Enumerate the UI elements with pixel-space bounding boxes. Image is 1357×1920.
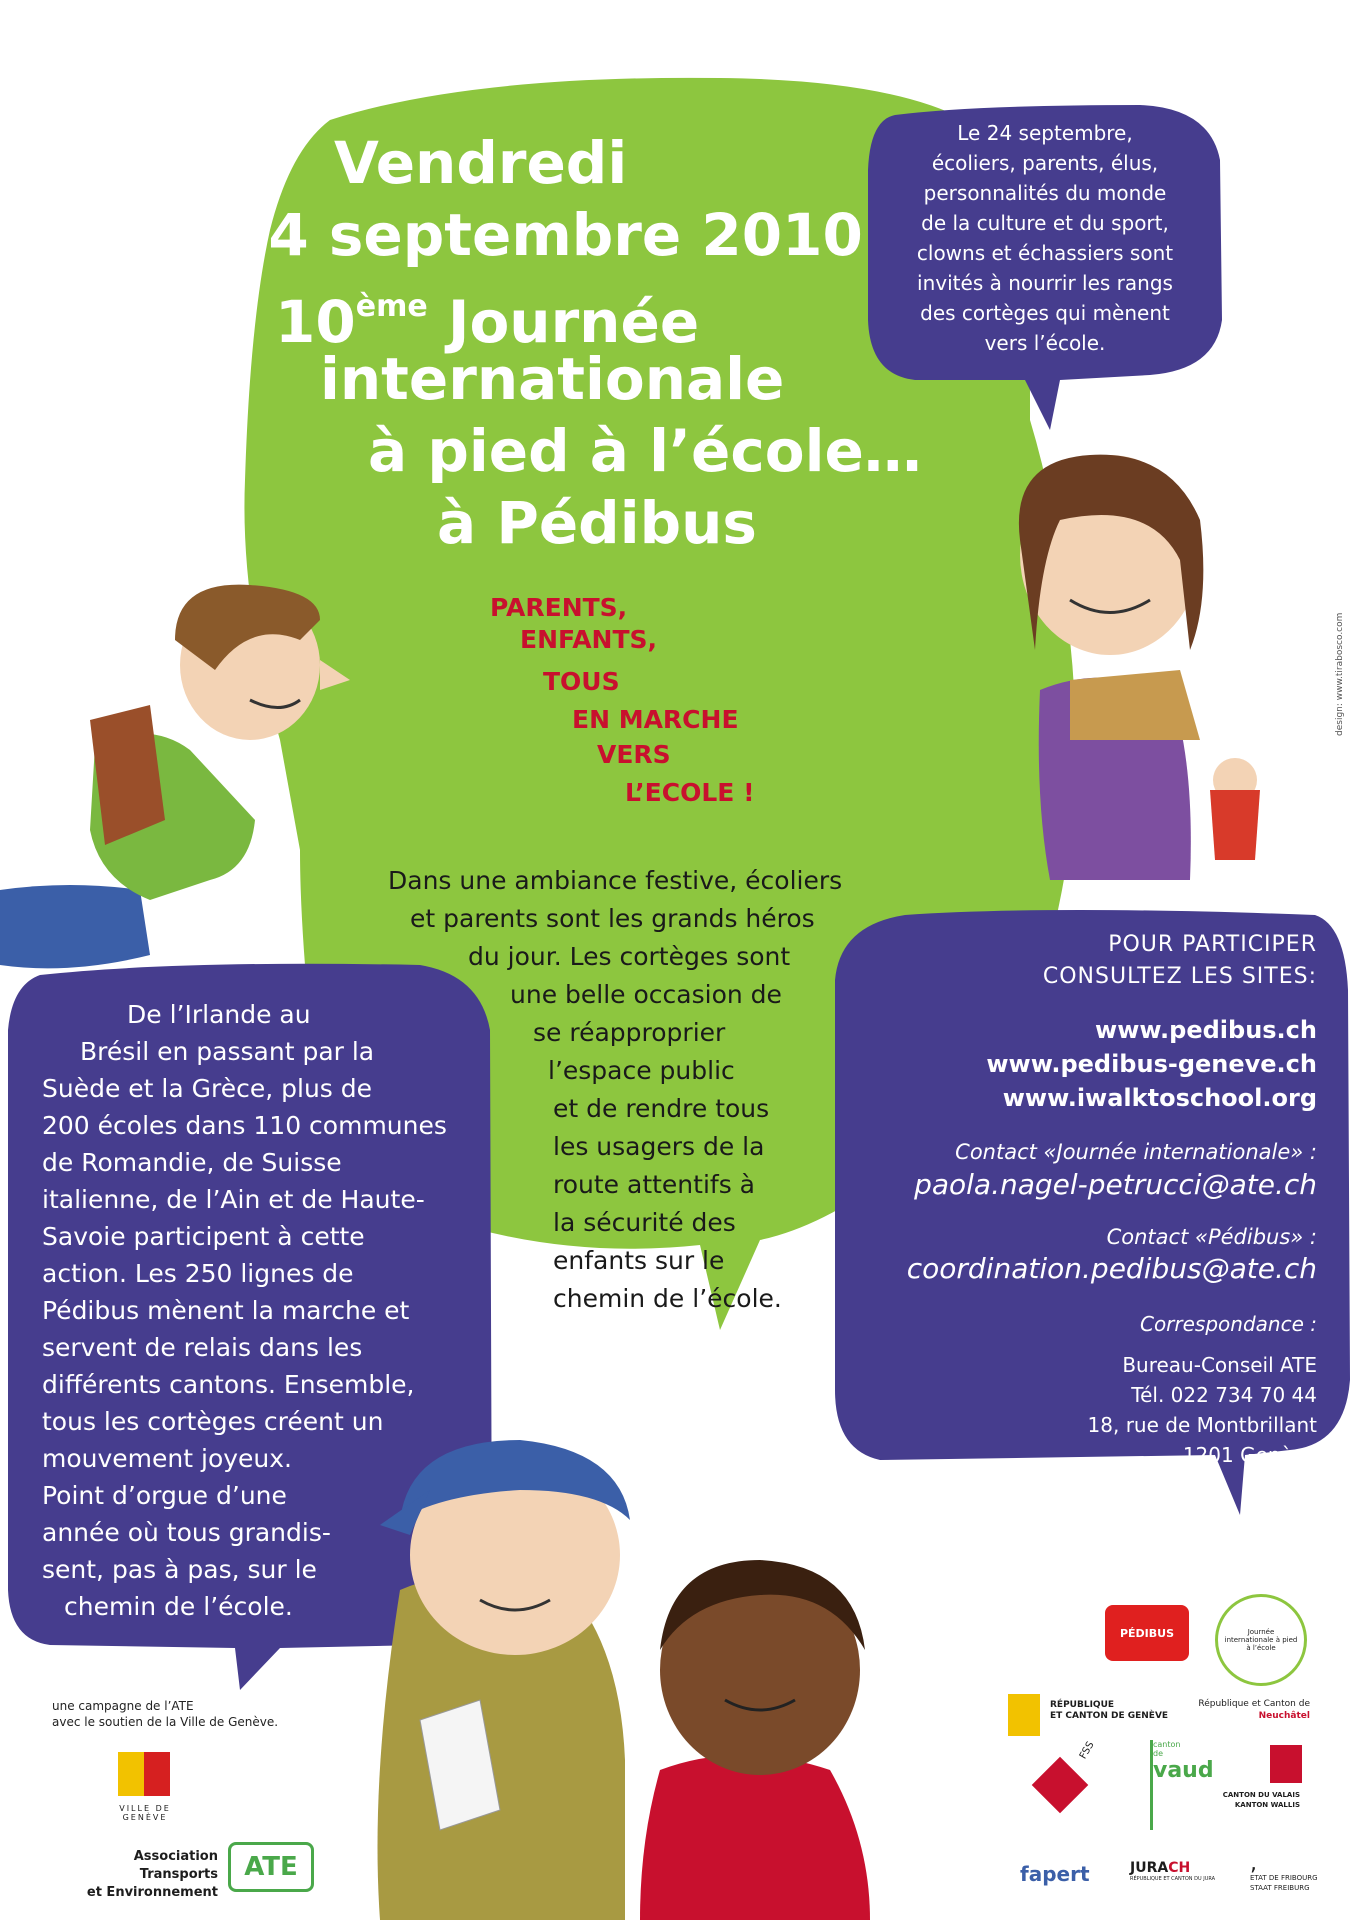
left-bubble-line: Point d’orgue d’une	[42, 1481, 287, 1510]
title-journee: Journée	[427, 288, 700, 356]
participate-heading: POUR PARTICIPER	[1108, 932, 1317, 957]
campaign-line: une campagne de l’ATE	[52, 1699, 194, 1713]
geneve-label	[1050, 1700, 1168, 1722]
neuchatel-label	[1185, 1698, 1310, 1722]
bubble-line: des cortèges qui mènent	[920, 301, 1170, 325]
jura-sub-label: RÉPUBLIQUE ET CANTON DU JURA	[1130, 1876, 1216, 1882]
center-line: et de rendre tous	[553, 1094, 770, 1123]
address-block	[1088, 1350, 1317, 1470]
correspondance-label: Correspondance :	[1139, 1312, 1317, 1336]
contact1-label: Contact «Journée internationale» :	[955, 1140, 1317, 1164]
title-line-4: internationale	[320, 345, 785, 413]
center-line: chemin de l’école.	[553, 1284, 782, 1313]
address-line: Bureau-Conseil ATE	[1122, 1353, 1317, 1377]
slogan-line: PARENTS,	[490, 593, 628, 622]
top-right-bubble-text	[880, 118, 1210, 358]
geneve-crest-icon	[1008, 1694, 1040, 1736]
fss-logo	[1030, 1739, 1097, 1815]
vaud-small-label: canton de	[1153, 1740, 1181, 1758]
campaign-line: avec le soutien de la Ville de Genève.	[52, 1715, 279, 1729]
title-line-5: à pied à l’école…	[368, 417, 922, 485]
url-link-iwalktoschool[interactable]: www.iwalktoschool.org	[1002, 1084, 1317, 1112]
center-line: route attentifs à	[553, 1170, 755, 1199]
left-bubble-line: servent de relais dans les	[42, 1333, 363, 1362]
valais-line: CANTON DU VALAIS	[1222, 1791, 1300, 1799]
left-bubble-line: action. Les 250 lignes de	[42, 1259, 354, 1288]
geneve-line: RÉPUBLIQUE	[1050, 1700, 1115, 1710]
ville-geneve-logo	[110, 1752, 180, 1822]
fapert-logo: fapert	[1020, 1862, 1090, 1886]
address-line: 18, rue de Montbrillant	[1087, 1413, 1317, 1437]
url-link-pedibus-geneve[interactable]: www.pedibus-geneve.ch	[986, 1050, 1317, 1078]
contact2-email[interactable]: coordination.pedibus@ate.ch	[906, 1252, 1317, 1285]
bubble-line: personnalités du monde	[923, 181, 1167, 205]
left-bubble-line: sent, pas à pas, sur le	[42, 1555, 317, 1584]
center-line: une belle occasion de	[510, 980, 782, 1009]
center-line: et parents sont les grands héros	[410, 904, 815, 933]
valais-label	[1220, 1790, 1300, 1810]
center-line: Dans une ambiance festive, écoliers	[388, 866, 843, 895]
valais-line: KANTON WALLIS	[1234, 1801, 1300, 1809]
iwalk-logo: Journée internationale à pied à l’école	[1215, 1594, 1307, 1686]
girl-bottom-illustration	[640, 1560, 870, 1920]
center-line: l’espace public	[548, 1056, 735, 1085]
slogan-line: L’ECOLE !	[625, 778, 755, 807]
slogan-line: VERS	[597, 740, 671, 769]
left-bubble-line: italienne, de l’Ain et de Haute-	[42, 1185, 425, 1214]
ate-name	[58, 1848, 218, 1902]
valais-crest-icon	[1270, 1745, 1302, 1783]
bubble-line: de la culture et du sport,	[921, 211, 1169, 235]
left-bubble-line: de Romandie, de Suisse	[42, 1148, 342, 1177]
vaud-logo	[1150, 1740, 1214, 1830]
center-line: enfants sur le	[553, 1246, 725, 1275]
bubble-line: invités à nourrir les rangs	[917, 271, 1173, 295]
left-bubble-line: année où tous grandis-	[42, 1518, 331, 1547]
fribourg-line: ETAT DE FRIBOURG	[1250, 1874, 1318, 1882]
address-line: 1201 Genève	[1182, 1443, 1317, 1467]
left-bubble-line: Brésil en passant par la	[80, 1037, 375, 1066]
bubble-line: clowns et échassiers sont	[916, 241, 1174, 265]
bubble-line: Le 24 septembre,	[957, 121, 1133, 145]
left-bubble-line: Savoie participent à cette	[42, 1222, 365, 1251]
neuchatel-line: République et Canton de	[1198, 1699, 1310, 1709]
ate-logo: ATE	[228, 1842, 314, 1892]
center-line: la sécurité des	[553, 1208, 736, 1237]
slogan-line: EN MARCHE	[572, 705, 739, 734]
left-bubble-line: mouvement joyeux.	[42, 1444, 292, 1473]
ville-label: VILLE DE GENÈVE	[119, 1804, 171, 1822]
sites-heading: CONSULTEZ LES SITES:	[1042, 964, 1317, 989]
left-bubble-line: 200 écoles dans 110 communes	[42, 1111, 447, 1140]
contact1-email[interactable]: paola.nagel-petrucci@ate.ch	[914, 1168, 1317, 1201]
design-credit: design: www.tirabosco.com	[1335, 612, 1345, 736]
fss-label: FSS	[1077, 1739, 1097, 1762]
bubble-line: vers l’école.	[984, 331, 1106, 355]
slogan-line: TOUS	[543, 667, 620, 696]
title-line-1: Vendredi	[334, 129, 628, 197]
left-bubble-line: tous les cortèges créent un	[42, 1407, 384, 1436]
bubble-line: écoliers, parents, élus,	[931, 151, 1159, 175]
title-superscript: ème	[355, 289, 428, 324]
url-link-pedibus[interactable]: www.pedibus.ch	[1095, 1016, 1317, 1044]
title-number: 10	[275, 288, 356, 356]
ate-name-line: et Environnement	[86, 1885, 218, 1900]
left-bubble-line: De l’Irlande au	[127, 1000, 311, 1029]
contact2-label: Contact «Pédibus» :	[1106, 1225, 1317, 1249]
jura-logo	[1130, 1860, 1215, 1882]
pedibus-logo: PÉDIBUS	[1105, 1605, 1189, 1661]
jura-label: JURA	[1130, 1860, 1169, 1876]
slogan-line: ENFANTS,	[520, 625, 658, 654]
center-line: les usagers de la	[553, 1132, 765, 1161]
ate-name-line: Association Transports	[133, 1849, 218, 1882]
fribourg-logo: , ETAT DE FRIBOURG STAAT FREIBURG	[1250, 1851, 1318, 1892]
fribourg-line: STAAT FREIBURG	[1250, 1884, 1310, 1892]
campaign-text	[52, 1698, 278, 1730]
jura-ch-label: CH	[1168, 1860, 1191, 1876]
left-bubble-line: Suède et la Grèce, plus de	[42, 1074, 373, 1103]
neuchatel-line: Neuchâtel	[1258, 1711, 1310, 1721]
address-line: Tél. 022 734 70 44	[1131, 1383, 1317, 1407]
vaud-label: vaud	[1153, 1758, 1214, 1783]
center-line: se réapproprier	[533, 1018, 726, 1047]
boy-cap-illustration	[378, 1440, 631, 1920]
left-bubble-line: chemin de l’école.	[64, 1592, 293, 1621]
left-bubble-line: Pédibus mènent la marche et	[42, 1296, 410, 1325]
center-line: du jour. Les cortèges sont	[468, 942, 791, 971]
title-line-2: 24 septembre 2010	[228, 201, 863, 269]
left-bubble-line: différents cantons. Ensemble,	[42, 1370, 415, 1399]
geneve-line: ET CANTON DE GENÈVE	[1050, 1711, 1169, 1721]
title-line-6: à Pédibus	[437, 489, 757, 557]
